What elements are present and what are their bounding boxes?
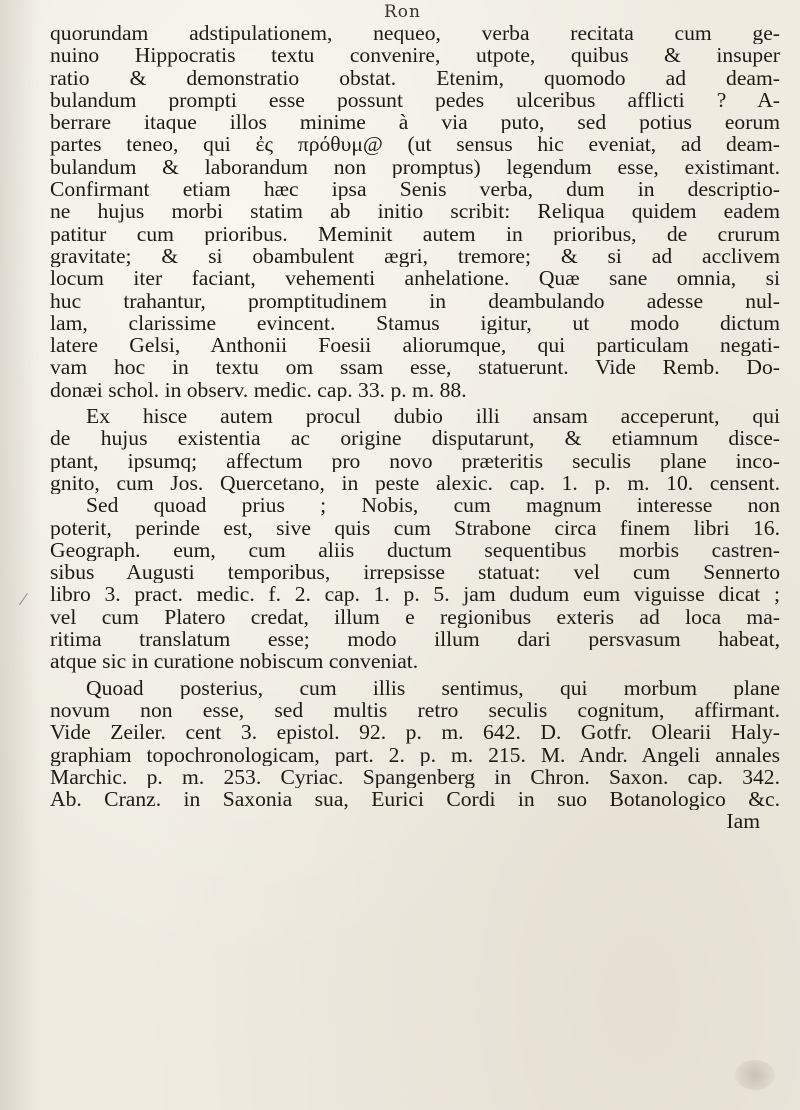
text-line: gravitate; & si obambulent ægri, tremore; & si ad acclivem — [50, 244, 780, 268]
text-line: Confirmant etiam hæc ipsa Senis verba, dum in descriptio- — [50, 178, 780, 201]
text-line: ratio & demonstratio obstat. Etenim, quomodo ad deam- — [50, 66, 780, 89]
text-line: patitur cum prioribus. Meminit autem in prioribus, de crurum — [50, 222, 780, 245]
text-line: graphiam topochronologicam, part. 2. p. m. 215. M. Andr. Angeli annales — [50, 743, 780, 766]
text-line: atque sic in curatione nobiscum conveniat. — [50, 650, 419, 673]
text-line: Marchic. p. m. 253. Cyriac. Spangenberg in Chron. Saxon. cap. 342. — [50, 765, 780, 789]
text-line: partes teneo, qui ἐς πρόθυμ@ (ut sensus hic eveniat, ad deam- — [50, 133, 780, 156]
text-line: ritima translatum esse; modo illum dari persvasum habeat, — [50, 628, 780, 651]
text-line: Geograph. eum, cum aliis ductum sequentibus morbis castren- — [50, 538, 780, 562]
text-line: bulandum & laborandum non promptus) legendum esse, existimant. — [50, 155, 780, 179]
text-line: locum iter faciant, vehementi anhelatione. Quæ sane omnia, si — [50, 267, 780, 290]
text-line: latere Gelsi, Anthonii Foesii aliorumque, qui particulam negati- — [50, 334, 780, 357]
page-edge-shadow — [0, 0, 40, 1110]
text-line: vel cum Platero credat, illum e regionibus exteris ad loca ma- — [50, 605, 780, 629]
text-line: nuino Hippocratis textu convenire, utpote, quibus & insuper — [50, 44, 780, 67]
text-line: donæi schol. in observ. medic. cap. 33. p. m. 88. — [50, 378, 467, 402]
page-smudge — [735, 1060, 775, 1090]
text-line: Ab. Cranz. in Saxonia sua, Eurici Cordi in suo Botanologico &c. — [50, 788, 780, 811]
text-line: Ex hisce autem procul dubio illi ansam acceperunt, qui — [86, 405, 780, 428]
text-line: quorundam adstipulationem, nequeo, verba recitata cum ge- — [50, 22, 780, 45]
text-line: gnito, cum Jos. Quercetano, in peste alexic. cap. 1. p. m. 10. censent. — [50, 471, 780, 495]
text-line: sibus Augusti temporibus, irrepsisse statuat: vel cum Sennerto — [50, 561, 780, 584]
text-line: huc trahantur, promptitudinem in deambulando adesse nul- — [50, 289, 780, 312]
text-line: Vide Zeiler. cent 3. epistol. 92. p. m. 642. D. Gotfr. Olearii Haly- — [50, 721, 780, 744]
catchword: Iam — [726, 810, 760, 833]
text-line: libro 3. pract. medic. f. 2. cap. 1. p. 5. jam dudum eum viguisse dicat ; — [50, 583, 780, 606]
text-line: ptant, ipsumq; affectum pro novo præteritis seculis plane inco- — [50, 449, 780, 472]
text-line: novum non esse, sed multis retro seculis cognitum, affirmant. — [50, 698, 780, 722]
page-folio: Ron — [384, 2, 421, 22]
text-line: poterit, perinde est, sive quis cum Strabone circa finem libri 16. — [50, 516, 780, 539]
body-text — [50, 22, 780, 833]
text-line: lam, clarissime evincent. Stamus igitur, ut modo dictum — [50, 311, 780, 335]
text-line: Sed quoad prius ; Nobis, cum magnum interesse non — [86, 494, 780, 517]
text-line: Quoad posterius, cum illis sentimus, qui morbum plane — [86, 676, 780, 699]
text-line: ne hujus morbi statim ab initio scribit: Reliqua quidem eadem — [50, 200, 780, 223]
text-line: de hujus existentia ac origine disputarunt, & etiamnum disce- — [50, 427, 780, 450]
text-line: bulandum prompti esse possunt pedes ulceribus afflicti ? A- — [50, 88, 780, 112]
text-line: berrare itaque illos minime à via puto, sed potius eorum — [50, 111, 780, 134]
text-line: vam hoc in textu om ssam esse, statuerunt. Vide Remb. Do- — [50, 356, 780, 379]
